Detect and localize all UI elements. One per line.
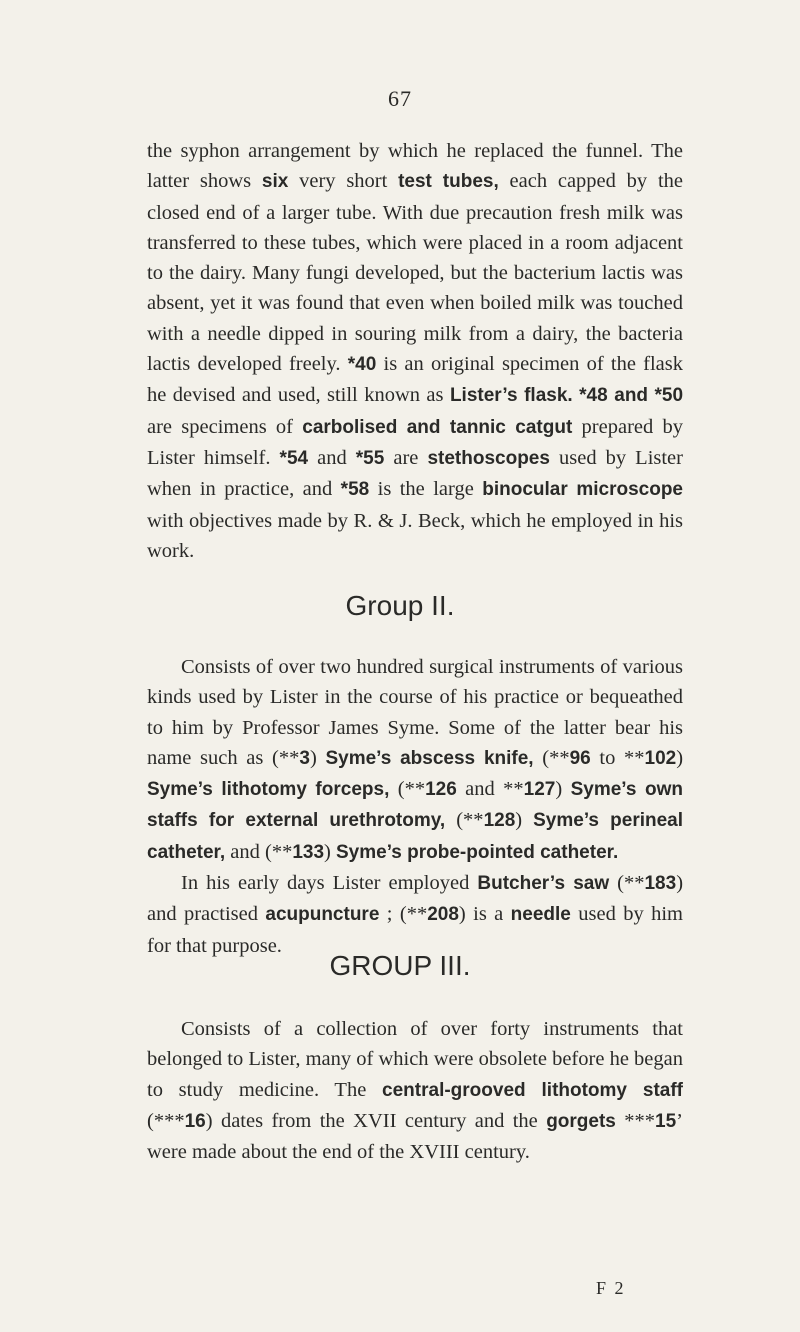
paragraph [147, 652, 683, 868]
text-run: with objectives made by R. & J. Beck, which he employed in his work. [147, 509, 683, 562]
bold-term: 183 [644, 873, 677, 895]
text-run: *** [615, 1109, 656, 1132]
text-run: Consists of over two hundred surgical instruments of various kinds used by Lister in the course of his practice or bequeathed to him by Professor James Syme. Some of the latter bear his name such as (** [147, 656, 683, 769]
paragraph [147, 136, 683, 566]
text-run: and [308, 446, 356, 469]
text-run: used by him for that purpose. [147, 903, 684, 957]
text-run: (*** [147, 1109, 185, 1132]
text-run: to ** [590, 746, 645, 769]
text-run: are specimens of [147, 415, 303, 438]
bold-term: *40 [347, 354, 377, 376]
text-run: (** [533, 746, 570, 769]
bold-term: 128 [483, 810, 516, 832]
text-run: ) [309, 746, 326, 769]
text-run: (** [389, 778, 426, 801]
text-run: Consists of a collection of over forty instruments that belonged to Lister, many of which were obsolete before he began to study medicine. The [147, 1018, 683, 1101]
bold-term: *54 [279, 447, 309, 469]
bold-term: Lister’s flask. [449, 385, 573, 407]
bold-term: 126 [425, 779, 457, 801]
body-paragraph-group-3 [147, 1014, 683, 1167]
text-run: (** [445, 809, 484, 832]
bold-term: 127 [523, 779, 556, 801]
body-paragraph-group-2 [147, 652, 683, 961]
paragraph [147, 868, 683, 961]
bold-term: Syme’s probe-pointed catheter. [336, 841, 619, 863]
bold-term: binocular microscope [482, 479, 683, 501]
text-run: ) [515, 809, 534, 832]
bold-term: six [261, 171, 289, 193]
text-run: and ** [456, 778, 524, 801]
text-run: In his early days Lister employed [181, 872, 478, 895]
signature-mark: F 2 [596, 1278, 626, 1298]
text-run: ) dates from the XVII century and the [205, 1109, 547, 1132]
body-paragraph-1 [147, 136, 683, 566]
page-number: 67 [388, 86, 412, 111]
bold-term: *50 [654, 385, 684, 407]
bold-term: 15 [655, 1110, 677, 1132]
text-run: ; (** [379, 903, 428, 926]
bold-term: 96 [569, 747, 591, 769]
bold-term: central-grooved lithotomy staff [382, 1079, 683, 1101]
bold-term: Syme’s perineal catheter, [147, 810, 684, 863]
bold-term: 16 [184, 1110, 206, 1132]
text-run: ) is a [458, 903, 511, 926]
bold-term: needle [510, 904, 571, 926]
text-run: each capped by the closed end of a larger tube. With due precaution fresh milk was transferred to these tubes, which were placed in a room adjacent to the dairy. Many fungi developed, but the bacterium lactis was absent, yet it was found that even when boiled milk was touched with a needle dipped in souring milk from a dairy, the bacteria lactis developed freely. [147, 170, 683, 376]
bold-term: Syme’s abscess knife, [325, 747, 534, 769]
bold-term: acupuncture [265, 904, 380, 926]
text-run: used by Lister when in practice, and [147, 446, 683, 501]
bold-term: stethoscopes [427, 447, 550, 469]
section-heading-group-2: Group II. [345, 590, 455, 621]
bold-term: Butcher’s saw [477, 873, 610, 895]
text-run: is the large [369, 478, 483, 501]
text-run: ) [324, 840, 336, 863]
bold-term: gorgets [546, 1110, 616, 1132]
bold-term: 3 [299, 747, 310, 769]
bold-term: *48 and [579, 385, 649, 407]
text-run: ) [676, 746, 684, 769]
text-run: ’ were made about the end of the XVIII century. [147, 1109, 683, 1164]
text-run: the syphon arrangement by which he replaced the funnel. The latter shows [147, 140, 683, 193]
text-run: and (** [225, 840, 293, 863]
bold-term: 102 [644, 747, 677, 769]
bold-term: carbolised and tannic catgut [302, 416, 573, 438]
bold-term: Syme’s own staffs for external urethrotomy, [147, 779, 683, 832]
text-run: ) and practised [147, 872, 684, 926]
bold-term: Syme’s lithotomy forceps, [147, 779, 390, 801]
bold-term: *55 [355, 447, 385, 469]
text-run: are [384, 446, 428, 469]
bold-term: 208 [427, 904, 459, 926]
text-run: very short [288, 170, 399, 193]
paragraph [147, 1014, 683, 1167]
bold-term: 133 [292, 841, 325, 863]
bold-term: *58 [340, 479, 370, 501]
text-run: ) [555, 778, 571, 801]
section-heading-group-3: GROUP III. [329, 950, 471, 981]
text-run: is an original specimen of the flask he devised and used, still known as [147, 353, 683, 407]
text-run: (** [609, 872, 645, 895]
text-run: prepared by Lister himself. [147, 415, 684, 469]
bold-term: test tubes, [398, 171, 499, 193]
